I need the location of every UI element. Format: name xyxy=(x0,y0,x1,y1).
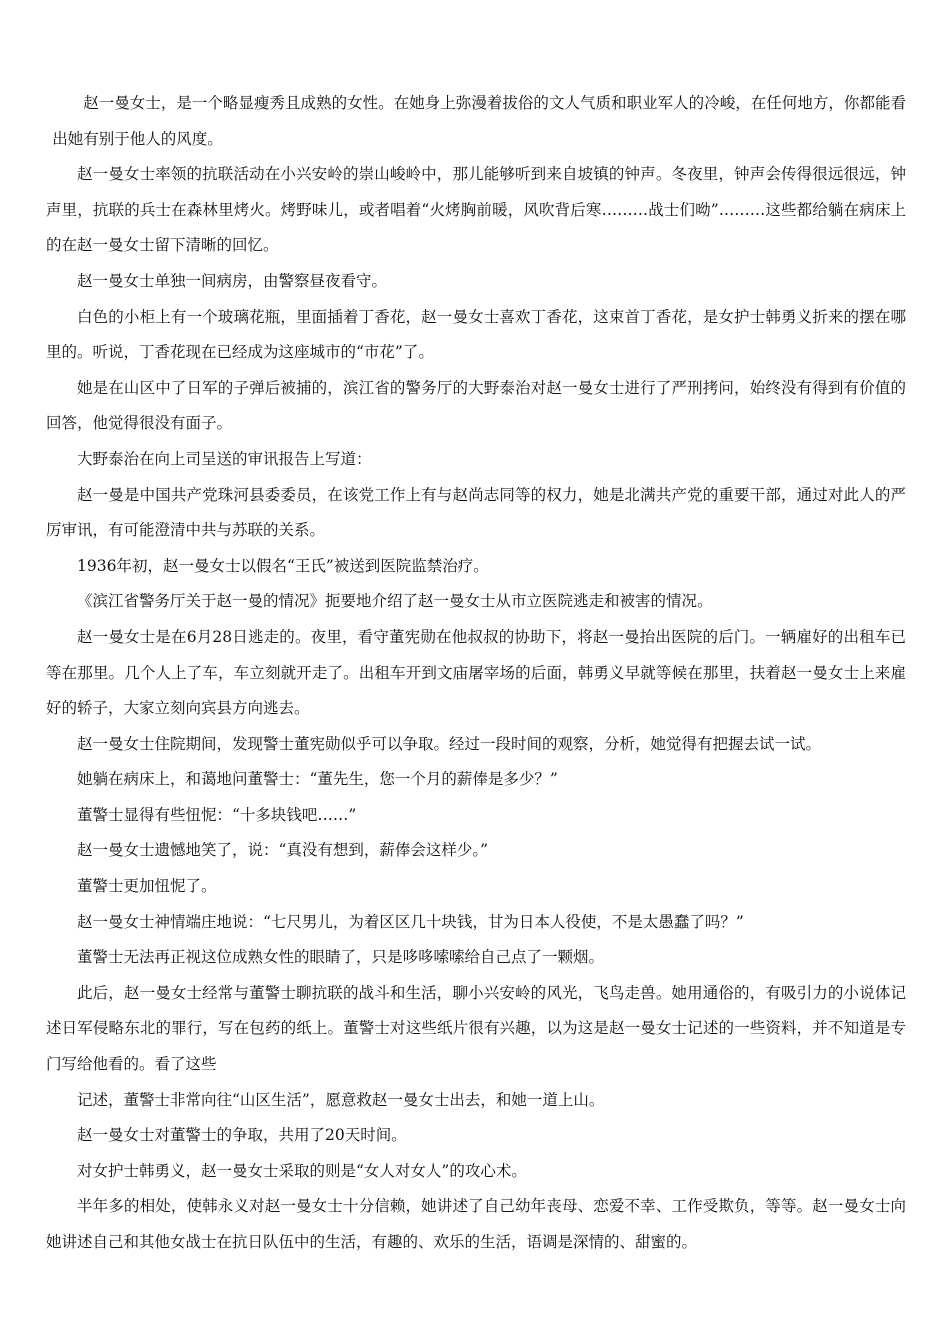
paragraph: 她躺在病床上，和蔼地问董警士：“董先生，您一个月的薪俸是多少？” xyxy=(77,770,558,789)
paragraph: 赵一曼女士对董警士的争取，共用了20天时间。 xyxy=(77,1126,407,1145)
paragraph: 董警士更加忸怩了。 xyxy=(77,877,217,896)
paragraph: 赵一曼女士，是一个略显瘦秀且成熟的女性。在她身上弥漫着拔俗的文人气质和职业军人的冷峻，在任何地方，你都能看出她有别于他人的风度。 xyxy=(52,94,906,148)
paragraph: 记述，董警士非常向往“山区生活”，愿意救赵一曼女士出去，和她一道上山。 xyxy=(77,1090,605,1109)
paragraph: 她是在山区中了日军的子弹后被捕的，滨江省的警务厅的大野泰治对赵一曼女士进行了严刑拷问，始终没有得到有价值的回答，他觉得很没有面子。 xyxy=(46,378,906,433)
paragraph: 赵一曼是中国共产党珠河县委委员，在该党工作上有与赵尚志同等的权力，她是北满共产党的重要干部，通过对此人的严厉审讯，有可能澄清中共与苏联的关系。 xyxy=(46,485,906,540)
paragraph: 赵一曼女士住院期间，发现警士董宪勋似乎可以争取。经过一段时间的观察，分析，她觉得有把握去试一试。 xyxy=(77,734,822,753)
paragraph: 董警士无法再正视这位成熟女性的眼睛了，只是哆哆嗦嗦给自己点了一颗烟。 xyxy=(77,948,605,967)
paragraph: 《滨江省警务厅关于赵一曼的情况》扼要地介绍了赵一曼女士从市立医院逃走和被害的情况。 xyxy=(77,592,713,611)
paragraph: 白色的小柜上有一个玻璃花瓶，里面插着丁香花，赵一曼女士喜欢丁香花，这束首丁香花，是女护士韩勇义折来的摆在哪里的。听说，丁香花现在已经成为这座城市的“市花”了。 xyxy=(46,307,906,362)
paragraph: 董警士显得有些忸怩：“十多块钱吧……” xyxy=(77,805,357,824)
paragraph: 赵一曼女士单独一间病房，由警察昼夜看守。 xyxy=(77,271,388,290)
paragraph: 半年多的相处，使韩永义对赵一曼女士十分信赖，她讲述了自己幼年丧母、恋爱不幸、工作受欺负，等等。赵一曼女士向她讲述自己和其他女战士在抗日队伍中的生活，有趣的、欢乐的生活，语调是深情的、甜蜜的。 xyxy=(46,1197,906,1251)
paragraph: 赵一曼女士神情端庄地说：“七尺男儿，为着区区几十块钱，甘为日本人役使，不是太愚蠢了吗？” xyxy=(77,912,744,931)
paragraph: 大野泰治在向上司呈送的审讯报告上写道： xyxy=(77,449,372,468)
paragraph: 赵一曼女士是在6月28日逃走的。夜里，看守董宪勋在他叔叔的协助下，将赵一曼抬出医院的后门。一辆雇好的出租车已等在那里。几个人上了车，车立刻就开走了。出租车开到文庙屠宰场的后面，韩勇义早就等候在那里，扶着赵一曼女士上来雇好的轿子，大家立刻向宾县方向逃去。 xyxy=(46,627,906,718)
paragraph: 赵一曼女士遗憾地笑了，说：“真没有想到，薪俸会这样少。” xyxy=(77,841,489,860)
paragraph: 对女护士韩勇义，赵一曼女士采取的则是“女人对女人”的攻心术。 xyxy=(77,1161,527,1180)
paragraph: 赵一曼女士率领的抗联活动在小兴安岭的崇山峻岭中，那儿能够听到来自坡镇的钟声。冬夜里，钟声会传得很远很远，钟声里，抗联的兵士在森林里烤火。烤野味儿，或者唱着“火烤胸前暖，风吹背后寒………战士们呦”………这些都给躺在病床上的在赵一曼女士留下清晰的回忆。 xyxy=(46,165,906,255)
document-body xyxy=(46,86,906,1261)
paragraph: 1936年初，赵一曼女士以假名“王氏”被送到医院监禁治疗。 xyxy=(77,556,489,575)
paragraph: 此后，赵一曼女士经常与董警士聊抗联的战斗和生活，聊小兴安岭的风光，飞鸟走兽。她用通俗的，有吸引力的小说体记述日军侵略东北的罪行，写在包药的纸上。董警士对这些纸片很有兴趣，以为这是赵一曼女士记述的一些资料，并不知道是专门写给他看的。看了这些 xyxy=(46,983,906,1074)
